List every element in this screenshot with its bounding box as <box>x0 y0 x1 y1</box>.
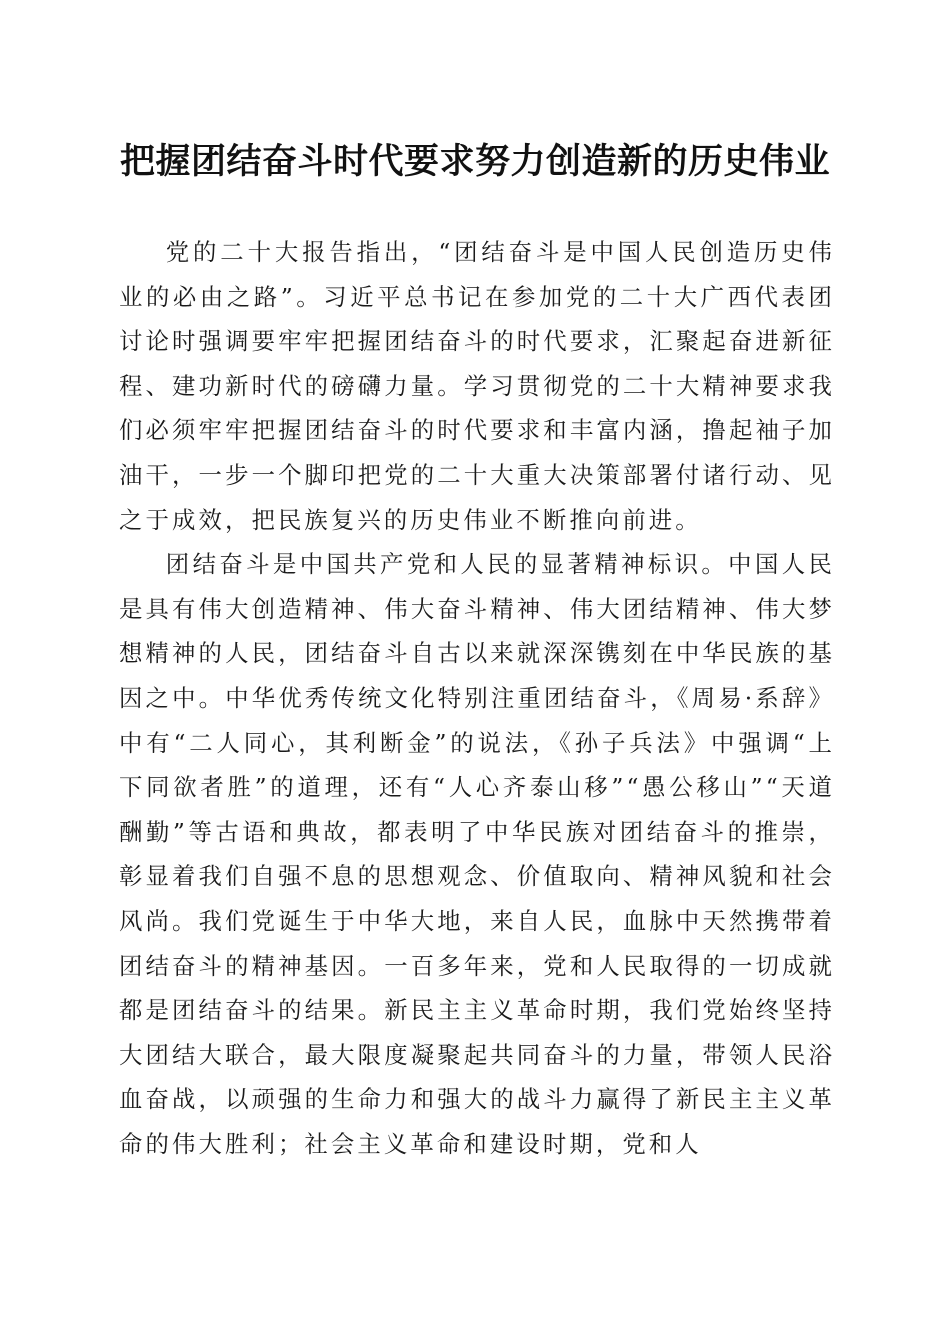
paragraph-2: 团结奋斗是中国共产党和人民的显著精神标识。中国人民是具有伟大创造精神、伟大奋斗精神、伟大团结精神、伟大梦想精神的人民，团结奋斗自古以来就深深镌刻在中华民族的基因之中。中华优秀传统文化特别注重团结奋斗，《周易·系辞》中有“二人同心，其利断金”的说法，《孙子兵法》中强调“上下同欲者胜”的道理，还有“人心齐泰山移”“愚公移山”“天道酬勤”等古语和典故，都表明了中华民族对团结奋斗的推崇，彰显着我们自强不息的思想观念、价值取向、精神风貌和社会风尚。我们党诞生于中华大地，来自人民，血脉中天然携带着团结奋斗的精神基因。一百多年来，党和人民取得的一切成就都是团结奋斗的结果。新民主主义革命时期，我们党始终坚持大团结大联合，最大限度凝聚起共同奋斗的力量，带领人民浴血奋战，以顽强的生命力和强大的战斗力赢得了新民主主义革命的伟大胜利；社会主义革命和建设时期，党和人 <box>119 550 835 1158</box>
document-body <box>119 230 835 1166</box>
paragraph-1: 党的二十大报告指出，“团结奋斗是中国人民创造历史伟业的必由之路”。习近平总书记在参加党的二十大广西代表团讨论时强调要牢牢把握团结奋斗的时代要求，汇聚起奋进新征程、建功新时代的磅礴力量。学习贯彻党的二十大精神要求我们必须牢牢把握团结奋斗的时代要求和丰富内涵，撸起袖子加油干，一步一个脚印把党的二十大重大决策部署付诸行动、见之于成效，把民族复兴的历史伟业不断推向前进。 <box>119 238 835 534</box>
document-title: 把握团结奋斗时代要求努力创造新的历史伟业 <box>119 141 830 182</box>
